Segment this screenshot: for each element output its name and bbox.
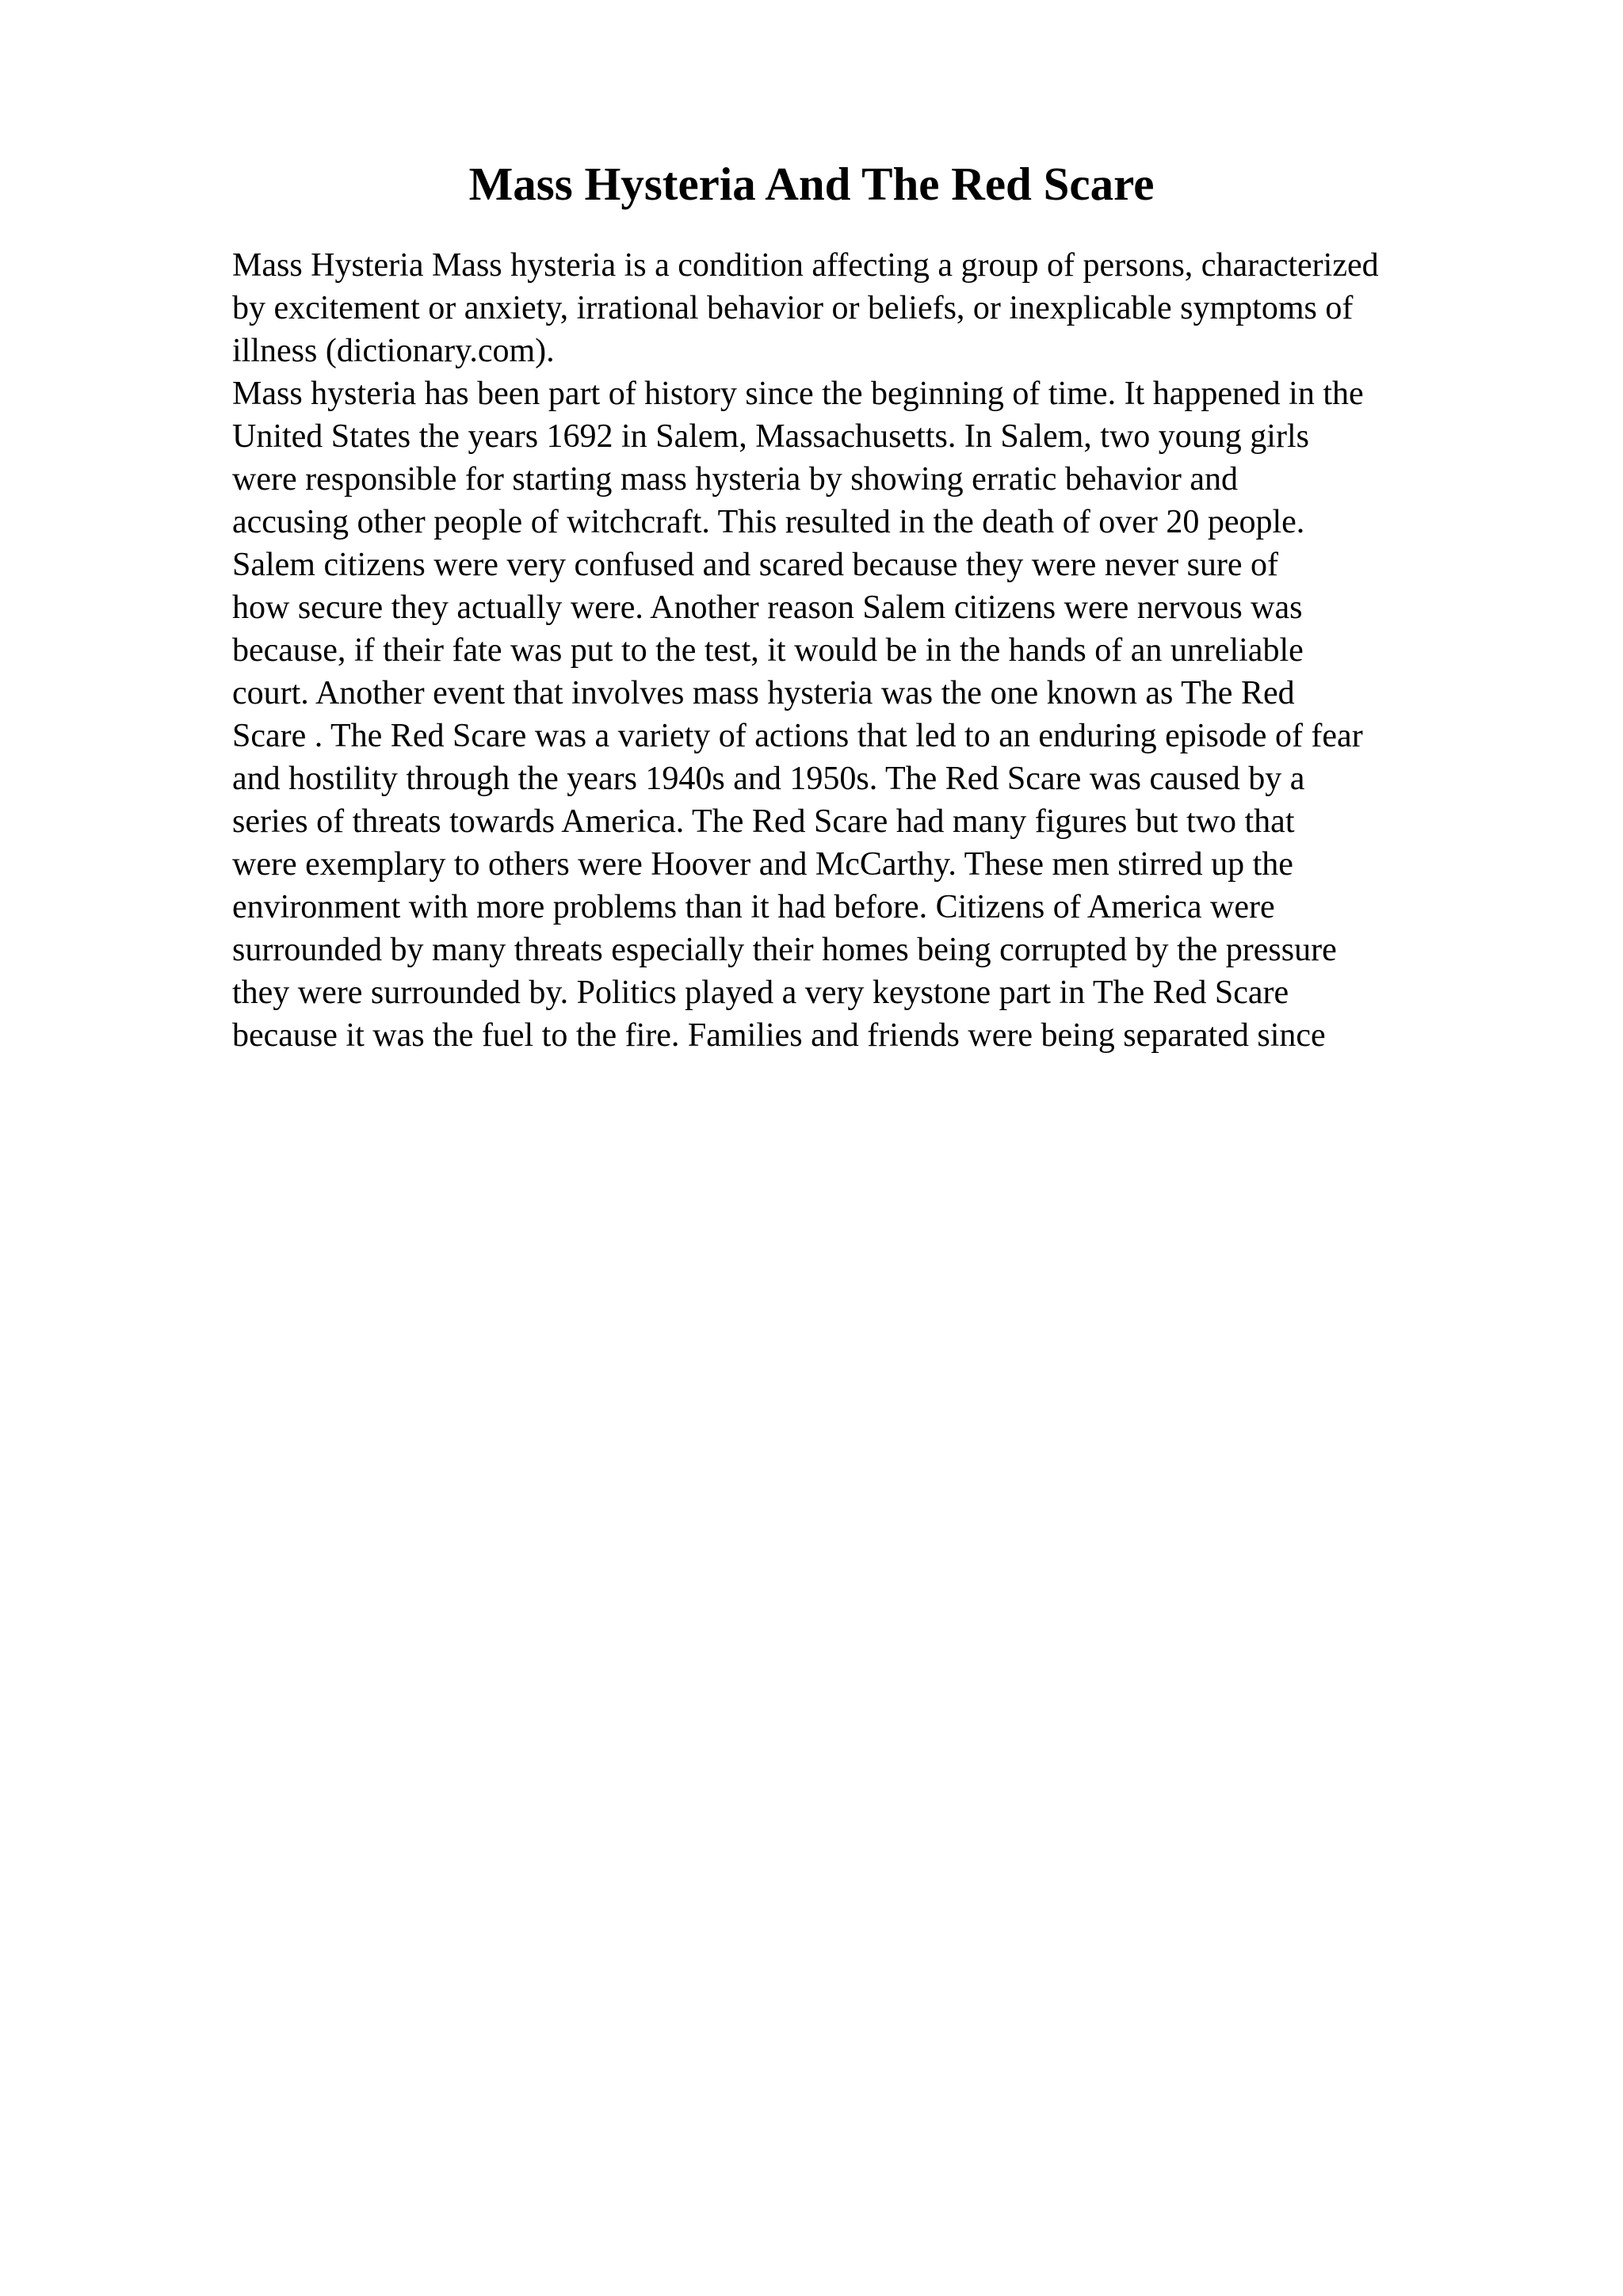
body-line: how secure they actually were. Another reason Salem citizens were nervous was	[232, 589, 1303, 626]
body-line: by excitement or anxiety, irrational behavior or beliefs, or inexplicable symptoms of	[232, 290, 1354, 326]
body-line: illness (dictionary.com).	[232, 333, 555, 369]
body-line: Mass hysteria has been part of history since the beginning of time. It happened in the	[232, 376, 1364, 412]
body-line: because, if their fate was put to the test, it would be in the hands of an unreliable	[232, 632, 1304, 669]
body-line: environment with more problems than it had before. Citizens of America were	[232, 889, 1275, 925]
body-line: court. Another event that involves mass hysteria was the one known as The Red	[232, 675, 1295, 711]
body-line: and hostility through the years 1940s and 1950s. The Red Scare was caused by a	[232, 761, 1305, 797]
body-line: were responsible for starting mass hysteria by showing erratic behavior and	[232, 461, 1238, 498]
body-line: accusing other people of witchcraft. This resulted in the death of over 20 people.	[232, 504, 1305, 540]
body-line: Scare . The Red Scare was a variety of actions that led to an enduring episode of fear	[232, 718, 1363, 754]
page-title: Mass Hysteria And The Red Scare	[468, 158, 1155, 210]
body-line: Mass Hysteria Mass hysteria is a condition affecting a group of persons, characterized	[232, 247, 1379, 284]
document-body	[232, 244, 1595, 1057]
body-line: Salem citizens were very confused and scared because they were never sure of	[232, 547, 1279, 583]
body-line: because it was the fuel to the fire. Families and friends were being separated since	[232, 1017, 1326, 1054]
body-line: were exemplary to others were Hoover and McCarthy. These men stirred up the	[232, 846, 1293, 883]
body-line: series of threats towards America. The Red Scare had many figures but two that	[232, 803, 1295, 840]
body-line: they were surrounded by. Politics played a very keystone part in The Red Scare	[232, 974, 1289, 1011]
body-line: United States the years 1692 in Salem, Massachusetts. In Salem, two young girls	[232, 418, 1309, 455]
body-line: surrounded by many threats especially their homes being corrupted by the pressure	[232, 932, 1337, 968]
